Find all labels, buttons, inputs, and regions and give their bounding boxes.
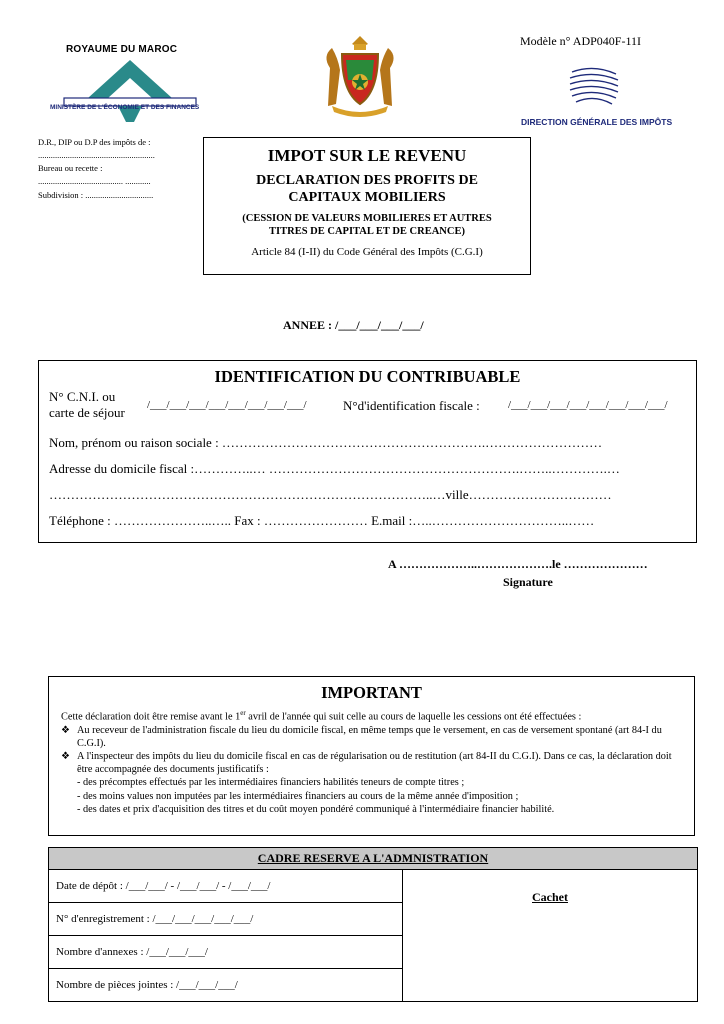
registration-number-field[interactable]: N° d'enregistrement : /___/___/___/___/___/	[49, 903, 403, 936]
signature-place-date-field[interactable]: A ………………..……………….le …………………	[388, 557, 648, 571]
important-dash-1: - des précomptes effectués par les intermédiaires financiers habilités teneurs de compte titres ;	[77, 777, 465, 789]
important-intro: Cette déclaration doit être remise avant le 1er avril de l'année qui suit celle au cours de laquelle les cessions ont été effectuées :	[61, 709, 582, 723]
identification-section	[38, 360, 697, 543]
important-dash-2: - des moins values non imputées par les intermédiaires financiers au cours de la même année d'imposition ;	[77, 790, 519, 802]
attachments-count-field[interactable]: Nombre de pièces jointes : /___/___/___/	[49, 969, 403, 1002]
title-box	[203, 137, 531, 275]
diamond-bullet-icon: ❖	[61, 724, 70, 736]
contact-field[interactable]: Téléphone : …………………..….. Fax : …………………… E.mail :…..…………………………..……	[49, 513, 595, 528]
royal-emblem-icon	[318, 34, 402, 118]
fiscal-id-label: N°d'identification fiscale :	[343, 398, 480, 413]
fiscal-id-field[interactable]: /___/___/___/___/___/___/___/___/	[508, 399, 668, 411]
identification-title: IDENTIFICATION DU CONTRIBUABLE	[214, 367, 521, 386]
cin-label-line-1: N° C.N.I. ou	[49, 389, 116, 404]
city-field[interactable]: ……………………………………………………………………………..…ville……………………………	[49, 487, 612, 502]
form-note-2: TITRES DE CAPITAL ET DE CREANCE)	[269, 226, 465, 237]
important-section	[48, 676, 695, 836]
year-field[interactable]: ANNEE : /___/___/___/___/	[283, 318, 424, 332]
admin-reserved-table	[48, 847, 698, 1002]
stamp-label: Cachet	[532, 890, 568, 904]
ministry-logo	[60, 58, 200, 124]
important-bullet-2: ❖ A l'inspecteur des impôts du lieu du domicile fiscal en cas de régularisation ou de restitution (art 84-II du C.G.I). Dans ce cas, la déclaration doit être accompagnée des documents justificatifs :	[61, 751, 672, 776]
office-bureau-label: Bureau ou recette :	[38, 163, 103, 173]
office-dr-label: D.R., DIP ou D.P des impôts de :	[38, 137, 151, 147]
model-number: Modèle n° ADP040F-11I	[520, 34, 642, 48]
admin-table-header: CADRE RESERVE A L'ADMNISTRATION	[49, 848, 698, 870]
cin-field[interactable]: /___/___/___/___/___/___/___/___/	[147, 399, 307, 411]
address-field[interactable]: Adresse du domicile fiscal :…………..… ………………………………………………….……..………….…	[49, 461, 620, 476]
diamond-bullet-icon: ❖	[61, 751, 70, 763]
directorate-label: DIRECTION GÉNÉRALE DES IMPÔTS	[521, 117, 673, 127]
office-dr-field[interactable]: .......................................................	[38, 150, 155, 160]
important-body	[61, 707, 685, 816]
cin-label-line-2: carte de séjour	[49, 405, 125, 420]
important-title: IMPORTANT	[321, 683, 422, 702]
filing-date-field[interactable]: Date de dépôt : /___/___/ - /___/___/ - /___/___/	[49, 870, 403, 903]
office-bureau-field[interactable]: ........................................ ............	[38, 176, 151, 186]
form-subtitle-1: DECLARATION DES PROFITS DE	[256, 173, 478, 188]
name-field[interactable]: Nom, prénom ou raison sociale : …………………………………………………….………………………	[49, 435, 603, 450]
form-note-1: (CESSION DE VALEURS MOBILIERES ET AUTRES	[242, 213, 492, 224]
important-bullet-1: ❖ Au receveur de l'administration fiscale du lieu du domicile fiscal, en même temps que le versement, en cas de versement spontané (art 84-I du C.G.I).	[61, 724, 662, 749]
form-title: IMPOT SUR LE REVENU	[267, 146, 467, 165]
annexes-count-field[interactable]: Nombre d'annexes : /___/___/___/	[49, 936, 403, 969]
office-subdivision-field[interactable]: Subdivision : ................................	[38, 190, 154, 200]
form-subtitle-2: CAPITAUX MOBILIERS	[288, 190, 446, 205]
form-article: Article 84 (I-II) du Code Général des Impôts (C.G.I)	[251, 246, 483, 258]
signature-label: Signature	[503, 575, 553, 589]
dgi-logo	[566, 62, 622, 112]
stamp-area	[403, 870, 698, 1002]
cin-label	[49, 389, 125, 421]
ministry-label: MINISTÈRE DE L'ÉCONOMIE ET DES FINANCES	[50, 104, 200, 111]
kingdom-label: ROYAUME DU MAROC	[66, 44, 178, 55]
important-dash-3: - des dates et prix d'acquisition des titres et du coût moyen pondéré communiqué à l'intermédiaire financier habilité.	[77, 803, 555, 815]
